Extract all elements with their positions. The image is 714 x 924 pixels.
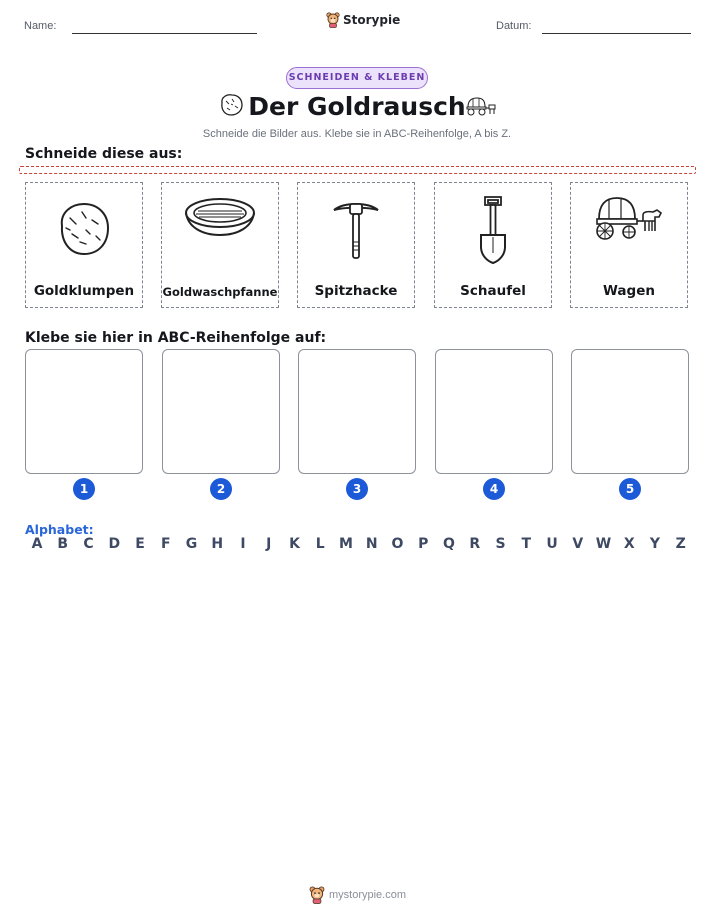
brand-logo bbox=[326, 12, 400, 28]
card-label: Goldklumpen bbox=[33, 283, 135, 299]
paste-slot-4[interactable] bbox=[435, 349, 553, 474]
alphabet-letter: M bbox=[339, 536, 353, 552]
alphabet-letter: J bbox=[266, 536, 272, 552]
paste-slot-5[interactable] bbox=[571, 349, 689, 474]
alphabet-letter: R bbox=[469, 536, 481, 552]
alphabet-row bbox=[29, 536, 689, 552]
footer-link[interactable]: mystorypie.com bbox=[329, 889, 407, 901]
cut-card-schaufel[interactable] bbox=[434, 182, 552, 308]
alphabet-letter: T bbox=[521, 536, 532, 552]
page-title: Der Goldrausch bbox=[248, 92, 466, 121]
alphabet-letter: K bbox=[289, 536, 300, 552]
name-label: Name: bbox=[24, 20, 57, 32]
date-line[interactable] bbox=[542, 33, 691, 34]
cut-line bbox=[19, 166, 696, 174]
cut-section-heading: Schneide diese aus: bbox=[25, 146, 183, 162]
alphabet-letter: P bbox=[418, 536, 429, 552]
alphabet-letter: W bbox=[595, 536, 612, 552]
shovel-icon bbox=[473, 193, 513, 265]
alphabet-letter: S bbox=[495, 536, 506, 552]
slot-number: 1 bbox=[73, 478, 95, 500]
activity-badge: SCHNEIDEN & KLEBEN bbox=[286, 67, 428, 89]
card-label: Schaufel bbox=[460, 283, 526, 299]
slot-number: 5 bbox=[619, 478, 641, 500]
alphabet-letter: I bbox=[240, 536, 246, 552]
card-label: Goldwaschpfanne bbox=[162, 285, 278, 299]
alphabet-letter: N bbox=[365, 536, 378, 552]
gold-nugget-icon bbox=[52, 198, 116, 260]
bear-mascot-icon bbox=[309, 886, 325, 904]
alphabet-letter: X bbox=[623, 536, 635, 552]
covered-wagon-icon bbox=[595, 195, 663, 241]
instructions: Schneide die Bilder aus. Klebe sie in ABC-Reihenfolge, A bis Z. bbox=[202, 128, 512, 140]
name-line[interactable] bbox=[72, 33, 257, 34]
paste-section-heading: Klebe sie hier in ABC-Reihenfolge auf: bbox=[25, 330, 327, 346]
covered-wagon-icon bbox=[465, 96, 497, 116]
alphabet-letter: Q bbox=[443, 536, 455, 552]
alphabet-letter: L bbox=[315, 536, 325, 552]
cut-card-spitzhacke[interactable] bbox=[297, 182, 415, 308]
card-label: Spitzhacke bbox=[314, 283, 398, 299]
alphabet-letter: Z bbox=[675, 536, 686, 552]
pickaxe-icon bbox=[330, 196, 382, 262]
slot-number: 4 bbox=[483, 478, 505, 500]
alphabet-letter: U bbox=[546, 536, 558, 552]
card-label: Wagen bbox=[603, 283, 655, 299]
gold-pan-icon bbox=[182, 193, 258, 243]
alphabet-letter: Y bbox=[649, 536, 661, 552]
footer bbox=[309, 886, 406, 904]
slot-number: 2 bbox=[210, 478, 232, 500]
paste-slot-2[interactable] bbox=[162, 349, 280, 474]
bear-mascot-icon bbox=[326, 12, 340, 28]
alphabet-letter: V bbox=[572, 536, 584, 552]
alphabet-letter: F bbox=[160, 536, 171, 552]
cut-card-goldwaschpfanne[interactable] bbox=[161, 182, 279, 308]
alphabet-letter: D bbox=[108, 536, 121, 552]
alphabet-letter: B bbox=[57, 536, 69, 552]
alphabet-letter: O bbox=[391, 536, 404, 552]
alphabet-letter: G bbox=[185, 536, 198, 552]
alphabet-letter: E bbox=[135, 536, 145, 552]
alphabet-letter: H bbox=[211, 536, 224, 552]
cut-card-goldklumpen[interactable] bbox=[25, 182, 143, 308]
alphabet-letter: C bbox=[83, 536, 94, 552]
alphabet-letter: A bbox=[31, 536, 43, 552]
paste-slot-1[interactable] bbox=[25, 349, 143, 474]
paste-slot-3[interactable] bbox=[298, 349, 416, 474]
brand-name: Storypie bbox=[343, 13, 401, 27]
slot-number: 3 bbox=[346, 478, 368, 500]
cut-card-wagen[interactable] bbox=[570, 182, 688, 308]
date-label: Datum: bbox=[496, 20, 532, 32]
alphabet-label: Alphabet: bbox=[25, 522, 94, 537]
